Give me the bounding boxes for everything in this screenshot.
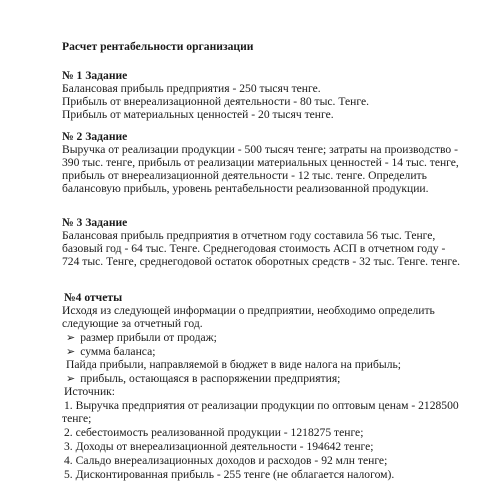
task3-heading: № 3 Задание [62, 216, 128, 229]
task4-source-label: Источник: [64, 385, 116, 398]
task3-line: базовый год - 64 тыс. Тенге. Среднегодовая стоимость АСП в отчетном году - [62, 242, 446, 255]
task1-line: Балансовая прибыль предприятия - 250 тысяч тенге. [62, 82, 321, 95]
task2-heading: № 2 Задание [62, 130, 128, 143]
task4-intro-line: следующие за отчетный год. [62, 317, 203, 330]
task1-line: Прибыль от материальных ценностей - 20 тысяч тенге. [62, 108, 334, 121]
document-title: Расчет рентабельности организации [62, 40, 254, 53]
task2-line: прибыль от внереализационной деятельности - 12 тыс. тенге. Определить [62, 169, 427, 182]
task4-bullet-text: размер прибыли от продаж; [80, 331, 217, 344]
task4-source-line: 1. Выручка предприятия от реализации продукции по оптовым ценам - 2128500 [64, 399, 459, 412]
arrow-bullet-icon: ➢ [66, 332, 76, 344]
task4-bullet-text: сумма баланса; [80, 345, 156, 358]
task2-line: Выручка от реализации продукции - 500 тысяч тенге; затраты на производство - [62, 143, 458, 156]
task3-line: Балансовая прибыль предприятия в отчетном году составила 56 тыс. Тенге, [62, 229, 436, 242]
task4-bullet-item [66, 345, 155, 359]
arrow-bullet-icon: ➢ [66, 373, 76, 385]
task4-bullet-item [66, 372, 340, 386]
arrow-bullet-icon: ➢ [66, 346, 76, 358]
task4-source-line: 4. Сальдо внереализационных доходов и расходов - 92 млн тенге; [64, 454, 388, 467]
task4-source-line: 5. Дисконтированная прибыль - 255 тенге (не облагается налогом). [64, 468, 395, 481]
task4-heading: №4 отчеты [64, 291, 123, 304]
task4-intro-line: Исходя из следующей информации о предприятии, необходимо определить [62, 304, 435, 317]
task4-source-line: тенге; [62, 412, 92, 425]
task4-bullet-item [66, 331, 217, 345]
task4-source-line: 3. Доходы от внереализационной деятельности - 194642 тенге; [64, 440, 374, 453]
task2-line: балансовую прибыль, уровень рентабельности реализованной продукции. [62, 182, 429, 195]
task3-line: 724 тыс. Тенге, среднегодовой остаток оборотных средств - 32 тыс. Тенге. тенге. [62, 255, 461, 268]
task2-line: 390 тыс. тенге, прибыль от реализации материальных ценностей - 14 тыс. тенге, [62, 156, 459, 169]
task4-source-line: 2. себестоимость реализованной продукции - 1218275 тенге; [64, 426, 364, 439]
task1-heading: № 1 Задание [62, 69, 128, 82]
task1-line: Прибыль от внереализационной деятельности - 80 тыс. Тенге. [62, 95, 369, 108]
task4-note: Пайда прибыли, направляемой в бюджет в виде налога на прибыль; [66, 358, 401, 371]
task4-bullet-text: прибыль, остающаяся в распоряжении предприятия; [80, 372, 341, 385]
